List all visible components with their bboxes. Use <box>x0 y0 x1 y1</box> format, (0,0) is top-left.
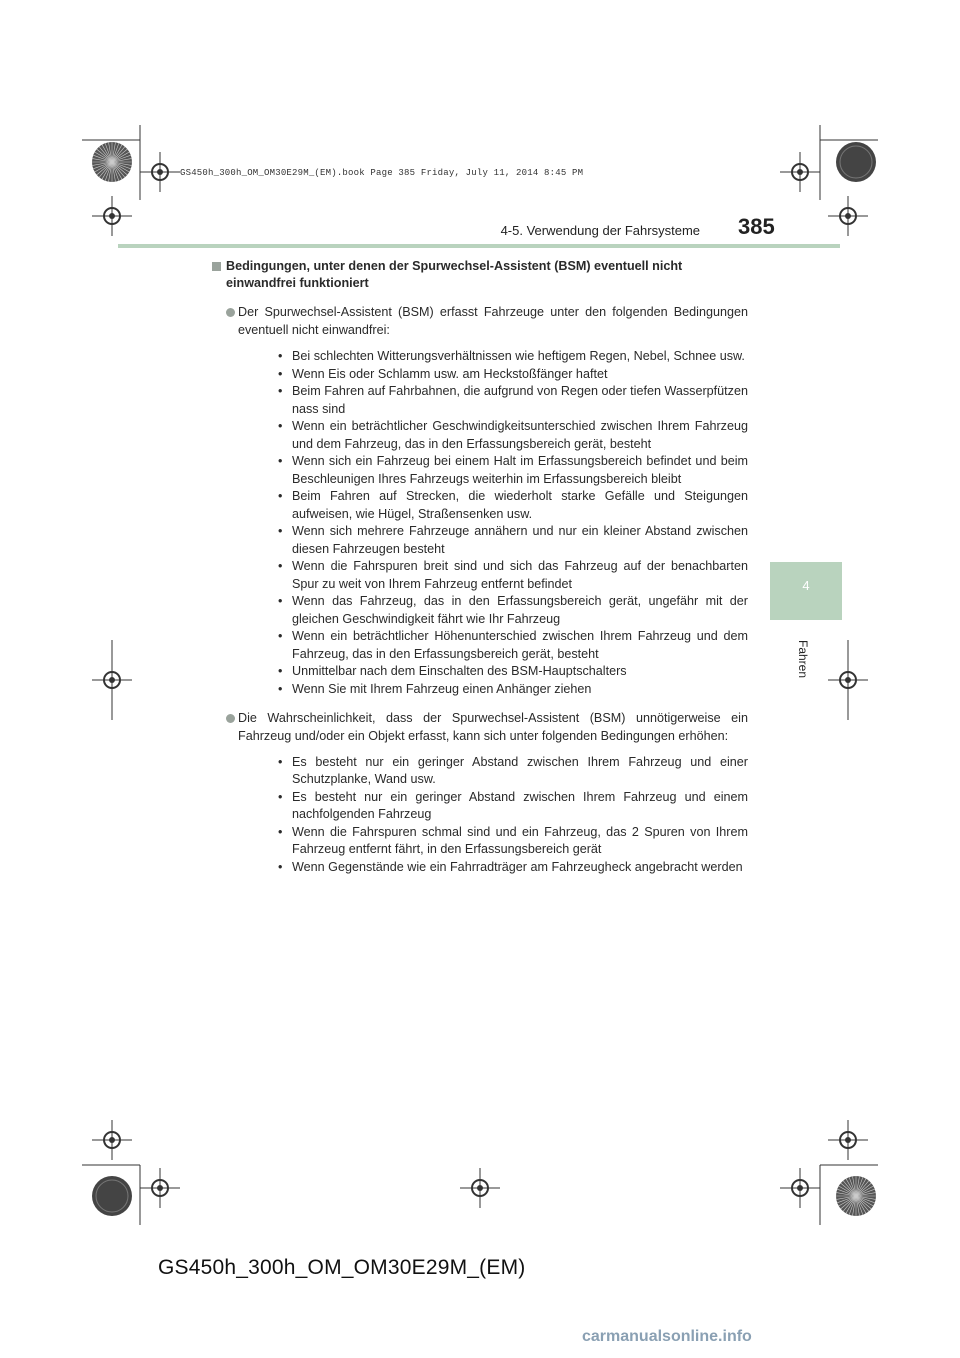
list-item-text: Wenn das Fahrzeug, das in den Erfassungsbereich gerät, ungefähr mit der gleichen Geschwindigkeit fährt wie Ihr Fahrzeug <box>292 594 748 626</box>
middot-icon: • <box>278 664 283 679</box>
list-item <box>278 418 748 452</box>
middot-icon: • <box>278 682 283 697</box>
page-number: 385 <box>738 214 775 239</box>
registration-dot <box>109 677 115 683</box>
list-item <box>278 348 748 365</box>
watermark: carmanualsonline.info <box>582 1328 752 1345</box>
list-item <box>278 383 748 417</box>
color-disc <box>92 1176 132 1216</box>
middot-icon: • <box>278 524 283 539</box>
middot-icon: • <box>278 366 283 381</box>
list-item <box>278 558 748 592</box>
middot-icon: • <box>278 419 283 434</box>
round-bullet-icon <box>226 308 235 317</box>
bullet-text: Der Spurwechsel-Assistent (BSM) erfasst Fahrzeuge unter den folgenden Bedingungen eventuell nicht einwandfrei: <box>238 305 748 337</box>
list-item-text: Es besteht nur ein geringer Abstand zwischen Ihrem Fahrzeug und einer Schutzplanke, Wand usw. <box>292 754 748 787</box>
bullet-list <box>212 304 748 876</box>
list-item <box>278 859 748 876</box>
sub-list <box>238 754 748 876</box>
list-item-text: Beim Fahren auf Strecken, die wiederholt starke Gefälle und Steigungen aufweisen, wie Hügel, Straßensenken usw. <box>292 489 748 521</box>
bullet-paragraph <box>212 304 748 698</box>
chapter-title: Fahren <box>796 640 810 679</box>
list-item <box>278 789 748 823</box>
chapter-number: 4 <box>802 578 810 593</box>
list-item-text: Wenn Sie mit Ihrem Fahrzeug einen Anhänger ziehen <box>292 682 592 697</box>
registration-dot <box>157 1185 163 1191</box>
middot-icon: • <box>278 489 283 504</box>
list-item <box>278 754 748 788</box>
registration-dot <box>845 213 851 219</box>
main-content <box>212 258 748 877</box>
bullet-paragraph <box>212 710 748 876</box>
registration-dot <box>797 169 803 175</box>
sub-list <box>238 348 748 699</box>
list-item-text: Wenn ein beträchtlicher Geschwindigkeitsunterschied zwischen Ihrem Fahrzeug und dem Fahrzeug, das in den Erfassungsbereich gerät, besteht <box>292 419 748 451</box>
middot-icon: • <box>278 789 283 804</box>
list-item <box>278 453 748 487</box>
list-item-text: Wenn sich ein Fahrzeug bei einem Halt im Erfassungsbereich befindet und beim Beschleunigen Ihres Fahrzeugs weiterhin im Erfassungsbereich bleibt <box>292 454 748 486</box>
registration-dot <box>797 1185 803 1191</box>
middot-icon: • <box>278 859 283 874</box>
footer-code: GS450h_300h_OM_OM30E29M_(EM) <box>158 1256 526 1279</box>
registration-dot <box>109 1137 115 1143</box>
bullet-text: Die Wahrscheinlichkeit, dass der Spurwechsel-Assistent (BSM) unnötigerweise ein Fahrzeug und/oder ein Objekt erfasst, kann sich unter folgenden Bedingungen erhöhen: <box>238 711 748 743</box>
round-bullet-icon <box>226 714 235 723</box>
list-item <box>278 681 748 698</box>
list-item <box>278 824 748 858</box>
middot-icon: • <box>278 559 283 574</box>
heading-text: Bedingungen, unter denen der Spurwechsel-Assistent (BSM) eventuell nicht einwandfrei funktioniert <box>226 259 683 291</box>
list-item <box>278 366 748 383</box>
list-item-text: Es besteht nur ein geringer Abstand zwischen Ihrem Fahrzeug und einem nachfolgenden Fahrzeug <box>292 789 748 822</box>
middot-icon: • <box>278 629 283 644</box>
list-item-text: Wenn die Fahrspuren breit sind und sich das Fahrzeug auf der benachbarten Spur zu weit von Ihrem Fahrzeug entfernt befindet <box>292 559 748 591</box>
registration-dot <box>477 1185 483 1191</box>
list-item-text: Wenn sich mehrere Fahrzeuge annähern und nur ein kleiner Abstand zwischen diesen Fahrzeugen besteht <box>292 524 748 556</box>
list-item-text: Unmittelbar nach dem Einschalten des BSM-Hauptschalters <box>292 664 627 679</box>
list-item-text: Wenn Eis oder Schlamm usw. am Heckstoßfänger haftet <box>292 366 608 381</box>
list-item-text: Wenn die Fahrspuren schmal sind und ein Fahrzeug, das 2 Spuren von Ihrem Fahrzeug entfernt fährt, in den Erfassungsbereich gerät <box>292 824 748 857</box>
registration-dot <box>845 1137 851 1143</box>
list-item-text: Wenn Gegenstände wie ein Fahrradträger am Fahrzeugheck angebracht werden <box>292 859 743 874</box>
header-rule <box>118 244 840 248</box>
list-item-text: Wenn ein beträchtlicher Höhenunterschied zwischen Ihrem Fahrzeug und dem Fahrzeug, das in den Erfassungsbereich gerät, besteht <box>292 629 748 661</box>
registration-dot <box>157 169 163 175</box>
section-heading <box>212 258 748 292</box>
list-item <box>278 488 748 522</box>
registration-dot <box>109 213 115 219</box>
middot-icon: • <box>278 454 283 469</box>
middot-icon: • <box>278 824 283 839</box>
middot-icon: • <box>278 754 283 769</box>
list-item-text: Beim Fahren auf Fahrbahnen, die aufgrund von Regen oder tiefen Wasserpfützen nass sind <box>292 384 748 416</box>
list-item-text: Bei schlechten Witterungsverhältnissen wie heftigem Regen, Nebel, Schnee usw. <box>292 348 745 363</box>
list-item <box>278 628 748 662</box>
color-disc <box>836 142 876 182</box>
section-title: 4-5. Verwendung der Fahrsysteme <box>500 223 700 238</box>
list-item <box>278 663 748 680</box>
registration-dot <box>845 677 851 683</box>
book-info-line: GS450h_300h_OM_OM30E29M_(EM).book Page 385 Friday, July 11, 2014 8:45 PM <box>180 168 584 178</box>
list-item <box>278 523 748 557</box>
square-bullet-icon <box>212 262 221 271</box>
middot-icon: • <box>278 348 283 363</box>
middot-icon: • <box>278 594 283 609</box>
middot-icon: • <box>278 384 283 399</box>
list-item <box>278 593 748 627</box>
